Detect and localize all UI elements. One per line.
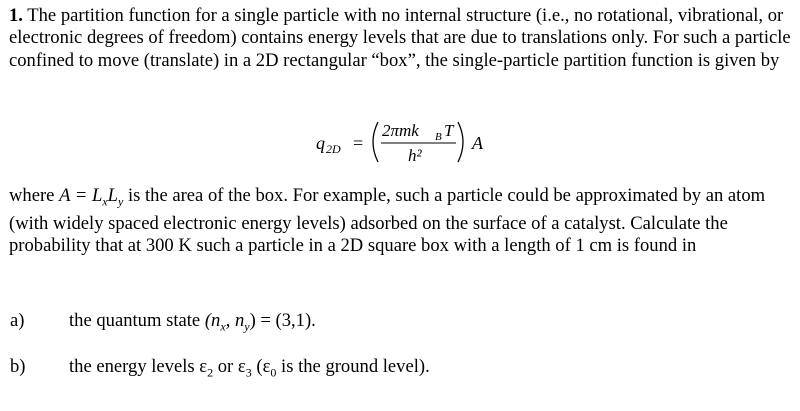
item-b-label: b) (10, 356, 26, 377)
eq-lhs-sub: 2D (326, 142, 341, 156)
problem-body (9, 185, 791, 258)
where-sub2: y (117, 194, 124, 209)
item-a-math-end: ) = (3,1) (249, 310, 312, 331)
problem-intro (9, 5, 791, 72)
item-b-paren: ( (251, 356, 263, 377)
eq-numerator-end: T (444, 121, 454, 140)
problem-page (9, 5, 791, 72)
item-b-eps1-sub: 2 (207, 365, 214, 380)
item-b-or: or (213, 356, 238, 377)
problem-number: 1. (9, 5, 23, 26)
item-b-eps2-sub: 3 (245, 365, 252, 380)
item-b-pre: the energy levels (69, 356, 200, 377)
item-a-sub1: x (220, 319, 226, 334)
eq-factor: A (472, 133, 483, 153)
eq-right-paren (458, 122, 463, 162)
item-a-math: (n (204, 310, 221, 331)
item-b-eps2: ε (237, 356, 246, 377)
item-a-post: . (311, 310, 316, 331)
item-a-pre: the quantum state (69, 310, 205, 331)
item-a-label: a) (10, 310, 25, 331)
item-a-math-mid: , n (225, 310, 245, 331)
intro-text: The partition function for a single particle with no internal structure (i.e., no rotational, vibrational, or electronic degrees of freedom) contains energy levels that are due to translations only. For such a particle confined to move (translate) in a 2D rectangular “box”, the single-particle partition function is given by (9, 5, 791, 71)
where-eq: A = L (59, 185, 103, 206)
where-mid: L (107, 185, 118, 206)
eq-left-paren (373, 122, 378, 162)
where-rest: is the area of the box. For example, such a particle could be approximated by an atom (with widely spaced electronic energy levels) adsorbed on the surface of a catalyst. Calculate the probability that at 300 K such a particle in a 2D square box with a length of 1 cm is found in (9, 185, 766, 257)
item-b-eps0-sub: 0 (270, 365, 277, 380)
where-sub1: x (102, 194, 108, 209)
item-a-text (69, 310, 316, 338)
item-a-sub2: y (244, 319, 250, 334)
eq-numerator-sub: B (435, 131, 442, 143)
eq-denominator: h² (408, 146, 422, 165)
where-prefix: where (9, 185, 60, 206)
eq-equals: = (353, 133, 364, 153)
item-b-text (69, 356, 430, 384)
item-b-post: is the ground level). (276, 356, 430, 377)
equation-svg (316, 118, 516, 168)
item-b-eps0: ε (262, 356, 271, 377)
where-paragraph (9, 185, 791, 258)
eq-lhs: q (316, 133, 325, 153)
eq-numerator: 2πmk (382, 121, 419, 140)
partition-function-equation (316, 118, 516, 168)
item-b-eps1: ε (199, 356, 208, 377)
